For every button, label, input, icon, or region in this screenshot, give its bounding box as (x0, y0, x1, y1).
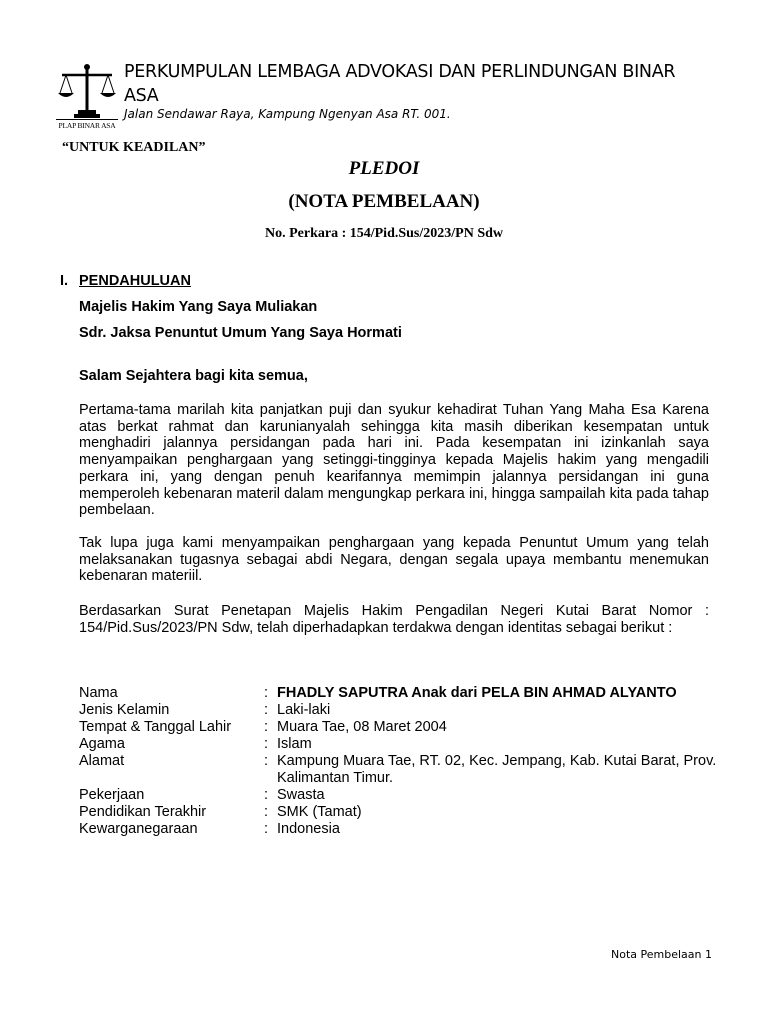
identity-label: Pekerjaan (79, 787, 145, 803)
section-number: I. (60, 273, 69, 289)
identity-colon: : (264, 685, 269, 701)
identity-label: Alamat (79, 753, 125, 769)
identity-colon: : (264, 736, 269, 752)
identity-value: Muara Tae, 08 Maret 2004 (277, 719, 447, 735)
scales-icon (56, 63, 118, 119)
identity-label: Kewarganegaraan (79, 821, 198, 837)
identity-value: Swasta (277, 787, 325, 803)
identity-value: FHADLY SAPUTRA Anak dari PELA BIN AHMAD ALYANTO (277, 685, 677, 701)
greeting: Salam Sejahtera bagi kita semua, (79, 368, 308, 384)
identity-label: Pendidikan Terakhir (79, 804, 207, 820)
case-number: No. Perkara : 154/Pid.Sus/2023/PN Sdw (264, 226, 503, 241)
identity-value: SMK (Tamat) (277, 804, 362, 820)
page-footer: Nota Pembelaan 1 (611, 948, 712, 961)
motto: “UNTUK KEADILAN” (62, 140, 206, 155)
section-title: PENDAHULUAN (79, 273, 191, 289)
salutation-judges: Majelis Hakim Yang Saya Muliakan (79, 299, 318, 315)
identity-value: Indonesia (277, 821, 340, 837)
identity-colon: : (264, 702, 269, 718)
identity-colon: : (264, 753, 269, 769)
identity-label: Tempat & Tanggal Lahir (79, 719, 232, 735)
salutation-prosecutor: Sdr. Jaksa Penuntut Umum Yang Saya Hormati (79, 325, 402, 341)
identity-colon: : (264, 804, 269, 820)
identity-colon: : (264, 821, 269, 837)
logo-caption: PLAP BINAR ASA (56, 119, 118, 130)
identity-value: Kampung Muara Tae, RT. 02, Kec. Jempang, Kab. Kutai Barat, Prov. Kalimantan Timur. (277, 753, 717, 786)
identity-label: Agama (79, 736, 125, 752)
identity-label: Jenis Kelamin (79, 702, 170, 718)
identity-value: Islam (277, 736, 312, 752)
identity-colon: : (264, 787, 269, 803)
identity-value: Laki-laki (277, 702, 331, 718)
organization-name: PERKUMPULAN LEMBAGA ADVOKASI DAN PERLINDUNGAN BINAR ASA (124, 62, 676, 106)
organization-address: Jalan Sendawar Raya, Kampung Ngenyan Asa RT. 001. (124, 107, 451, 121)
paragraph-appreciation: Tak lupa juga kami menyampaikan penghargaan yang kepada Penuntut Umum yang telah melaksanakan tugasnya sebagai abdi Negara, dengan segala upaya membantu menemukan kebenaran materiil. (79, 535, 709, 585)
document-title: PLEDOI (348, 158, 420, 179)
paragraph-basis: Berdasarkan Surat Penetapan Majelis Hakim Pengadilan Negeri Kutai Barat Nomor : 154/Pid.Sus/2023/PN Sdw, telah diperhadapkan terdakwa dengan identitas sebagai berikut : (79, 603, 709, 636)
paragraph-opening: Pertama-tama marilah kita panjatkan puji dan syukur kehadirat Tuhan Yang Maha Esa Karena atas berkat rahmat dan karunianyalah sehingga kita masih diberikan kesempatan untuk menghadiri jalannya persidangan pada hari ini. Pada kesempatan ini izinkanlah saya menyampaikan penghargaan yang setinggi-tingginya kepada Majelis hakim yang mengadili perkara ini, yang dengan penuh kearifannya memimpin jalannya persidangan ini guna memperoleh kebenaran materil dalam mengungkap perkara ini, hingga sampailah kita pada tahap pembelaan. (79, 402, 709, 519)
scales-of-justice-logo (56, 63, 118, 131)
document-subtitle: (NOTA PEMBELAAN) (288, 191, 480, 212)
identity-colon: : (264, 719, 269, 735)
identity-label: Nama (79, 685, 118, 701)
